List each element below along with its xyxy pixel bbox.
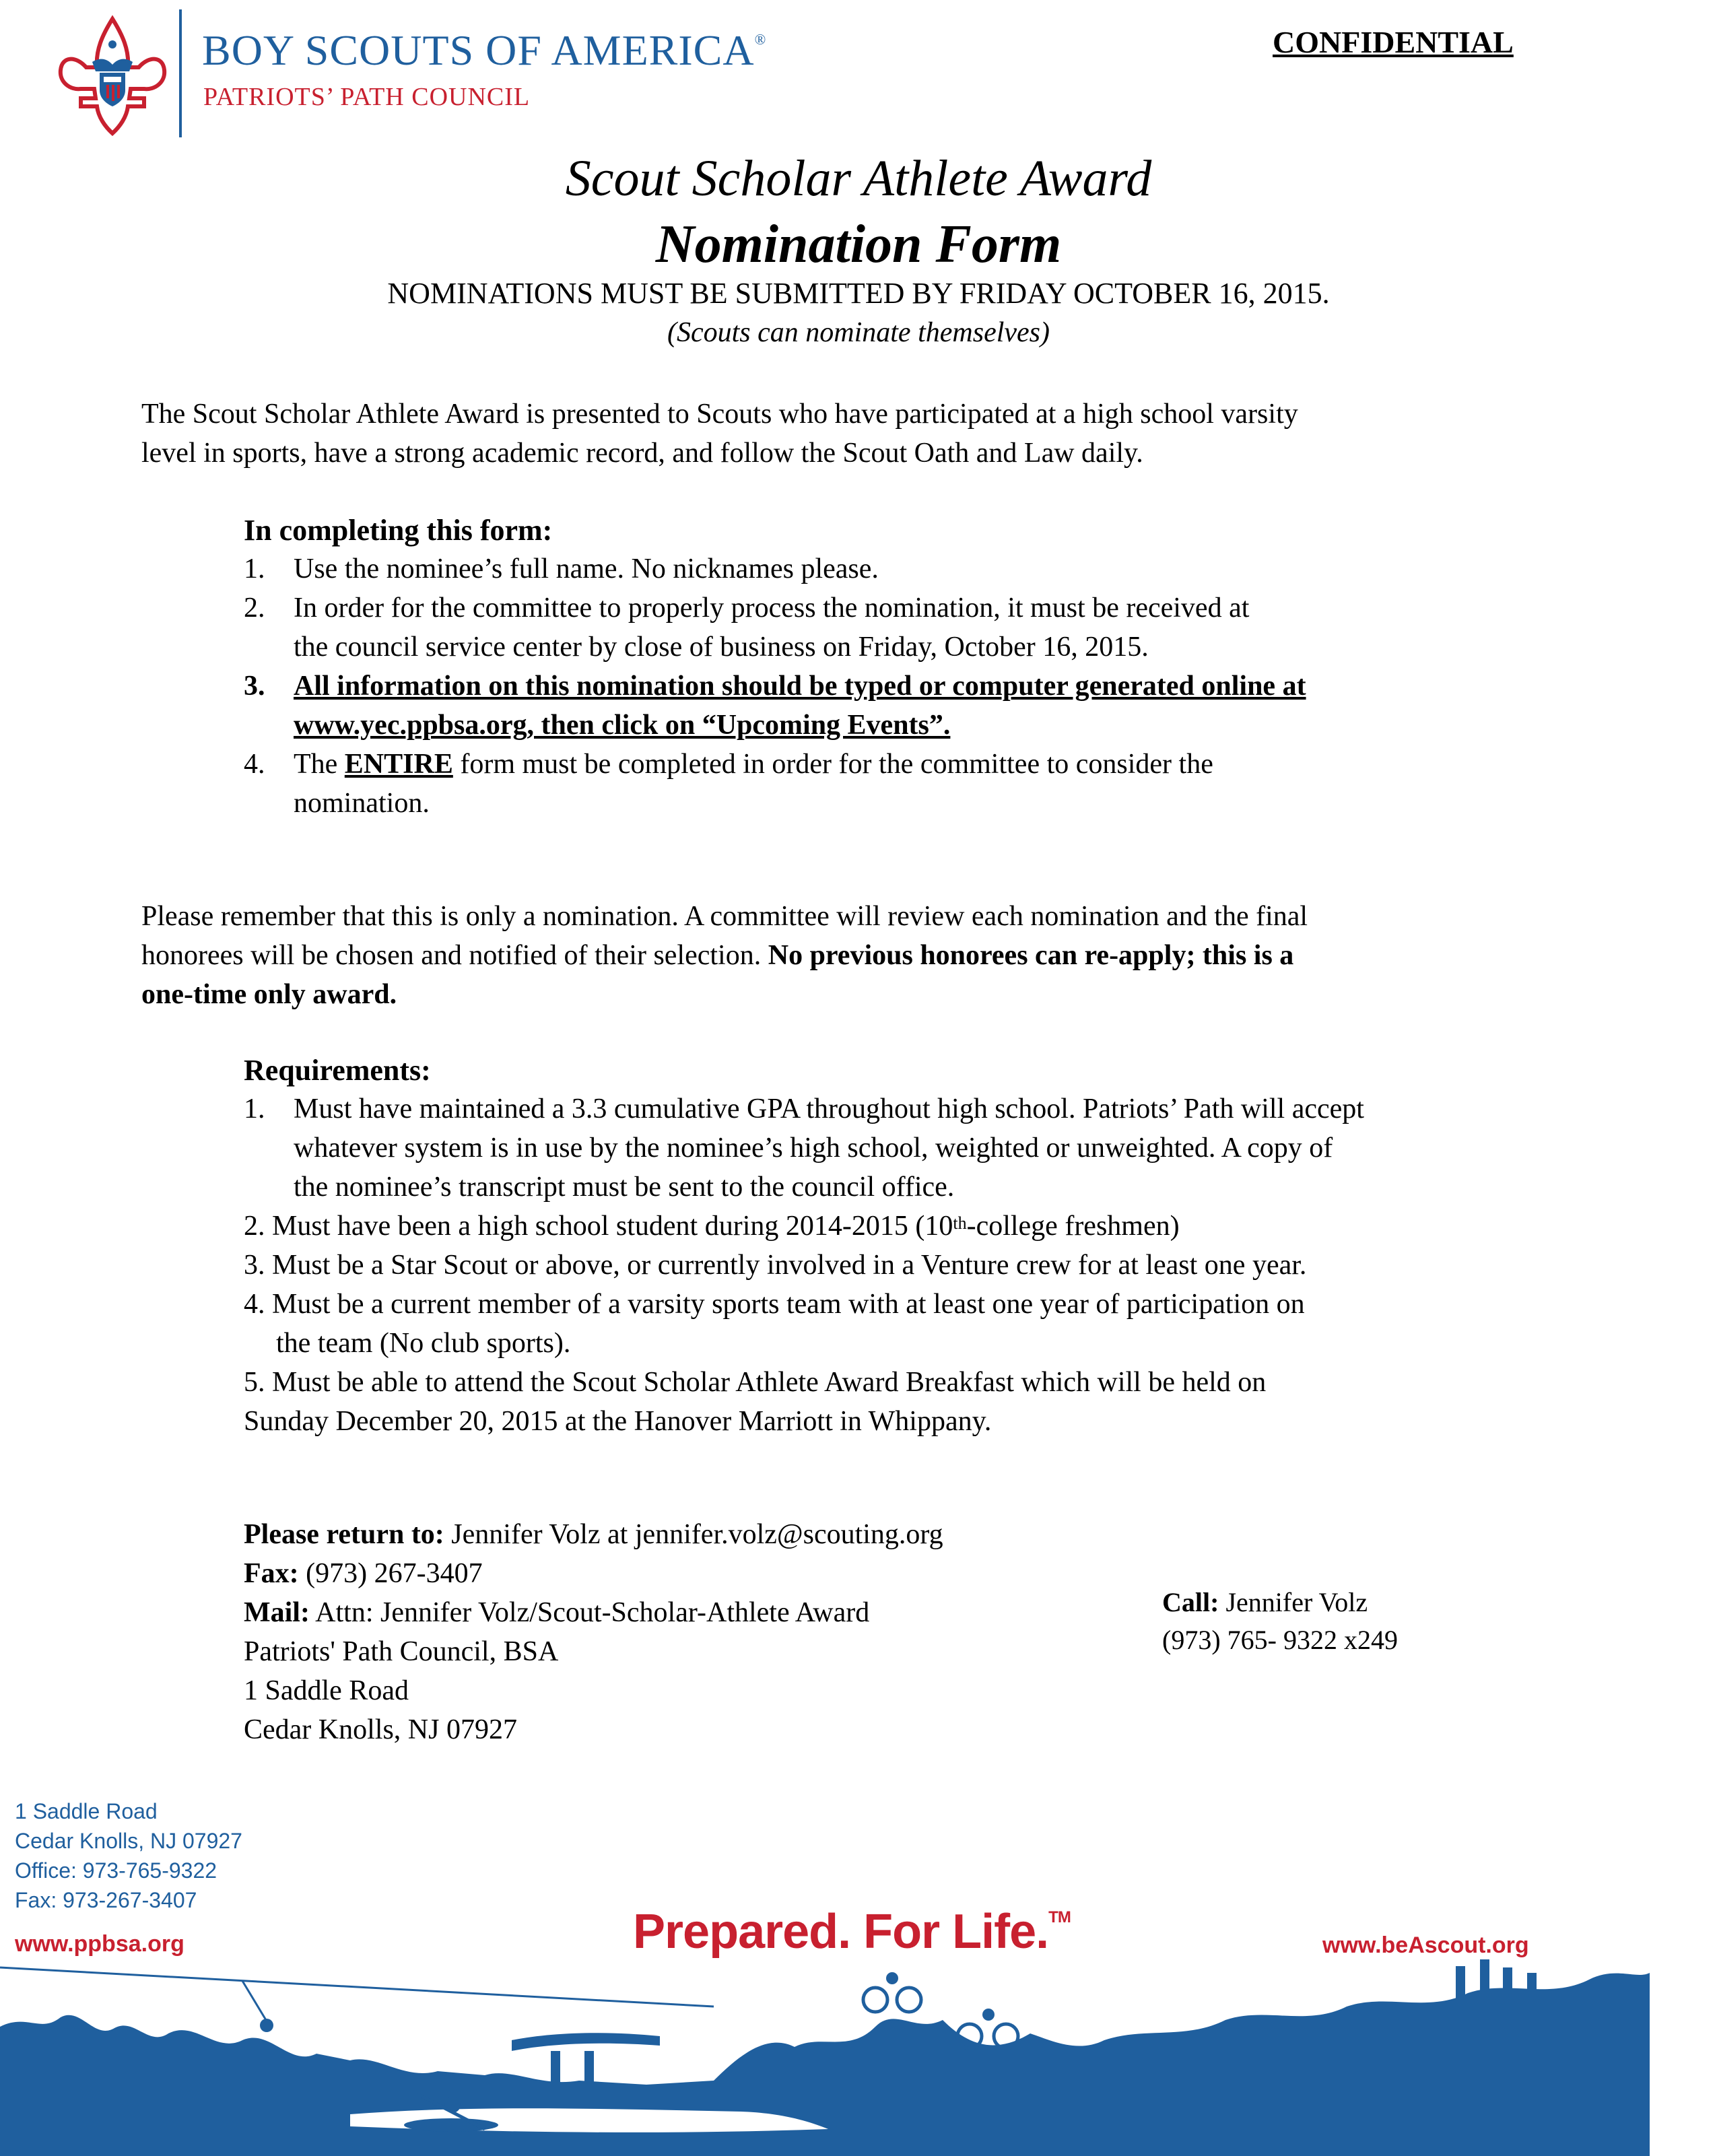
requirement-item [244, 1089, 1364, 1207]
reminder-paragraph [141, 897, 1308, 1014]
item-number: 3. [244, 671, 265, 702]
item-text: Use the nominee’s full name. No nicknames please. [294, 553, 879, 584]
outdoor-activities-landscape-icon [0, 1953, 1650, 2156]
council-name: PATRIOTS’ PATH COUNCIL [203, 83, 531, 111]
online-link[interactable]: www.yec.ppbsa.org, then click on “Upcoming Events”. [294, 710, 951, 741]
item-text: Must have maintained a 3.3 cumulative GPA throughout high school. Patriots’ Path will accept [294, 1093, 1364, 1124]
beascout-website-link[interactable]: www.beAscout.org [1322, 1932, 1529, 1958]
self-nomination-note: (Scouts can nominate themselves) [667, 317, 1050, 348]
header-divider [179, 9, 182, 137]
item-text: In order for the committee to properly process the nomination, it must be received at [294, 593, 1250, 624]
item-text: The [294, 749, 345, 780]
mail-label: Mail: [244, 1597, 310, 1628]
item-text: 4. Must be a current member of a varsity sports team with at least one year of participation on [244, 1289, 1305, 1320]
footer-office-phone: Office: 973-765-9322 [15, 1858, 217, 1883]
list-item [244, 549, 1306, 588]
mail-address-line: Patriots' Path Council, BSA [244, 1636, 559, 1667]
footer-address-line: 1 Saddle Road [15, 1799, 158, 1823]
superscript: th [953, 1213, 967, 1233]
intro-paragraph [141, 395, 1298, 473]
bsa-fleur-de-lis-logo-icon [55, 15, 170, 136]
requirement-item [244, 1285, 1364, 1363]
entire-emphasis: ENTIRE [344, 749, 453, 780]
item-text: the team (No club sports). [276, 1328, 571, 1359]
item-text: 5. Must be able to attend the Scout Scholar Athlete Award Breakfast which will be held on [244, 1367, 1267, 1398]
item-text: form must be completed in order for the committee to consider the [452, 749, 1213, 780]
footer-address [15, 1796, 242, 1915]
item-text: whatever system is in use by the nominee’s high school, weighted or unweighted. A copy of [294, 1133, 1333, 1164]
requirements-heading: Requirements: [244, 1054, 431, 1087]
mail-address-line: Cedar Knolls, NJ 07927 [244, 1714, 517, 1745]
call-contact-block [1162, 1584, 1398, 1659]
requirement-item [244, 1363, 1364, 1441]
reminder-emphasis: one-time only award. [141, 979, 397, 1010]
intro-line: level in sports, have a strong academic record, and follow the Scout Oath and Law daily. [141, 438, 1143, 469]
item-text: -college freshmen) [966, 1211, 1180, 1242]
requirements-list [244, 1089, 1364, 1441]
online-instruction: All information on this nomination should be typed or computer generated online at [294, 671, 1306, 702]
fax-label: Fax: [244, 1558, 299, 1589]
org-name: BOY SCOUTS OF AMERICA® [202, 26, 767, 74]
form-title: Nomination Form [655, 215, 1062, 274]
call-phone: (973) 765- 9322 x249 [1162, 1625, 1398, 1655]
item-number: 1. [244, 1093, 265, 1124]
reminder-line: honorees will be chosen and notified of their selection. [141, 940, 768, 971]
reminder-line: Please remember that this is only a nomination. A committee will review each nomination and the final [141, 901, 1308, 932]
list-item [244, 588, 1306, 667]
item-text: Sunday December 20, 2015 at the Hanover Marriott in Whippany. [244, 1406, 992, 1437]
list-item [244, 667, 1306, 745]
return-label: Please return to: [244, 1519, 444, 1550]
fax-number: (973) 267-3407 [298, 1558, 483, 1589]
trademark-mark: TM [1048, 1908, 1071, 1926]
deadline-notice: NOMINATIONS MUST BE SUBMITTED BY FRIDAY OCTOBER 16, 2015. [387, 277, 1330, 310]
confidential-label: CONFIDENTIAL [1273, 25, 1514, 59]
return-email[interactable]: Jennifer Volz at jennifer.volz@scouting.org [444, 1519, 943, 1550]
tagline: Prepared. For Life.™ [633, 1905, 1071, 1959]
award-title: Scout Scholar Athlete Award [565, 150, 1152, 207]
mail-address-line: 1 Saddle Road [244, 1675, 409, 1706]
item-number: 1. [244, 553, 265, 584]
completing-list [244, 549, 1306, 823]
item-text: 2. Must have been a high school student during 2014-2015 (10 [244, 1211, 953, 1242]
requirement-item: 3. Must be a Star Scout or above, or currently involved in a Venture crew for at least one year. [244, 1250, 1307, 1281]
reminder-emphasis: No previous honorees can re-apply; this is a [768, 940, 1294, 971]
call-name: Jennifer Volz [1219, 1587, 1368, 1617]
call-label: Call: [1162, 1587, 1219, 1617]
ppbsa-website-link[interactable]: www.ppbsa.org [15, 1931, 184, 1957]
footer-address-line: Cedar Knolls, NJ 07927 [15, 1829, 242, 1853]
item-number: 4. [244, 749, 265, 780]
item-text: the council service center by close of business on Friday, October 16, 2015. [294, 632, 1149, 663]
return-contact-block [244, 1515, 943, 1749]
footer-fax: Fax: 973-267-3407 [15, 1888, 197, 1912]
intro-line: The Scout Scholar Athlete Award is presented to Scouts who have participated at a high school varsity [141, 399, 1298, 430]
item-number: 2. [244, 593, 265, 624]
requirement-item [244, 1207, 1364, 1246]
mail-attn: Attn: Jennifer Volz/Scout-Scholar-Athlete Award [309, 1597, 870, 1628]
list-item [244, 745, 1306, 823]
completing-heading: In completing this form: [244, 514, 553, 547]
item-text: nomination. [294, 788, 430, 819]
item-text: the nominee’s transcript must be sent to the council office. [294, 1172, 955, 1203]
registered-mark: ® [754, 31, 767, 48]
